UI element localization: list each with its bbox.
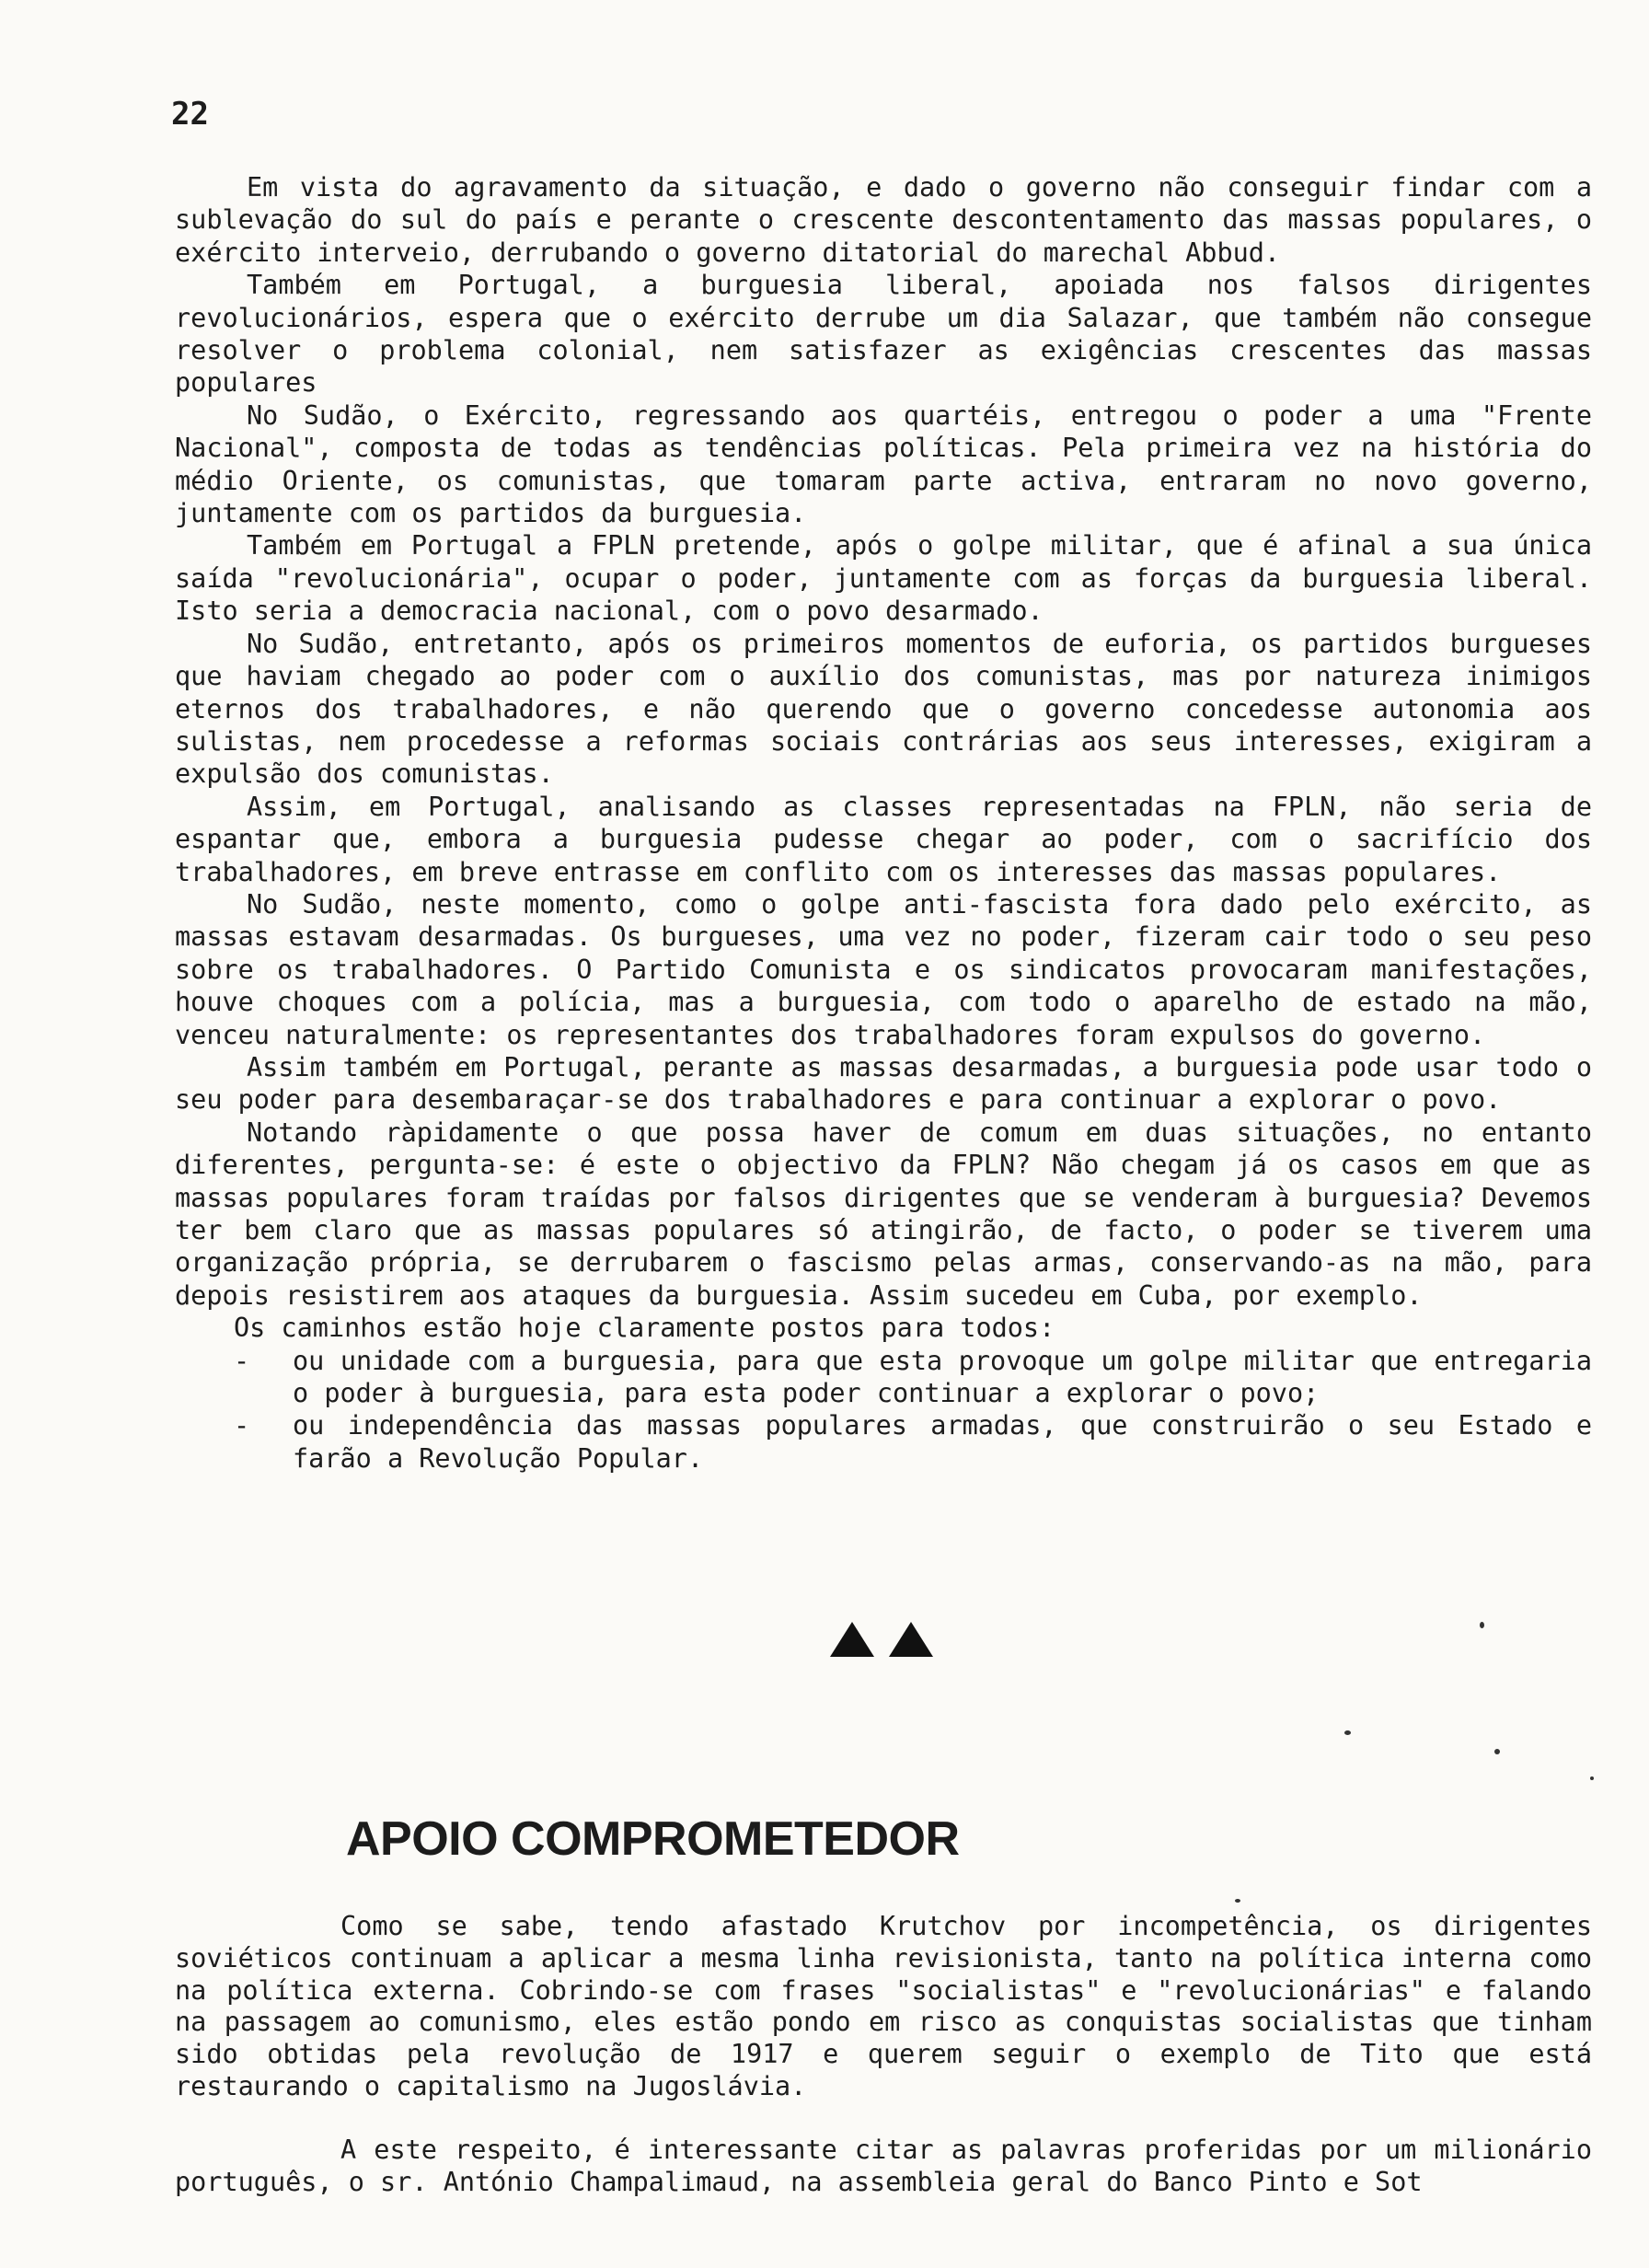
two-triangles-icon — [828, 1618, 939, 1659]
article-body-2 — [175, 1911, 1592, 2229]
list-item — [234, 1345, 1592, 1410]
paragraph: A este respeito, é interessante citar as palavras proferidas por um milionário português, o sr. António Champalimaud, na assembleia geral do Banco Pinto e Sot — [175, 2134, 1592, 2197]
paragraph: No Sudão, neste momento, como o golpe anti-fascista fora dado pelo exército, as massas estavam desarmadas. Os burgueses, uma vez no poder, fizeram cair todo o seu peso sobre os trabalhadores. O Partido Comunista e os sindicatos provocaram manifestações, houve choques com a polícia, mas a burguesia, com todo o aparelho de estado na mão, venceu naturalmente: os representantes dos trabalhadores foram expulsos do governo. — [175, 888, 1592, 1050]
dash-bullet: - — [234, 1410, 250, 1441]
paragraph: Assim também em Portugal, perante as massas desarmadas, a burguesia pode usar todo o seu poder para desembaraçar-se dos trabalhadores e para continuar a explorar o povo. — [175, 1051, 1592, 1116]
paragraph: Também em Portugal a FPLN pretende, após o golpe militar, que é afinal a sua única saída "revolucionária", ocupar o poder, juntamente com as forças da burguesia liberal. Isto seria a democracia nacional, com o povo desarmado. — [175, 530, 1592, 627]
article-body — [175, 171, 1592, 1475]
list-item — [234, 1409, 1592, 1475]
paragraph: Notando ràpidamente o que possa haver de comum em duas situações, no entanto diferentes, pergunta-se: é este o objectivo da FPLN? Não chegam já os casos em que as massas populares foram traídas por falsos dirigentes que se venderam à burguesia? Devemos ter bem claro que as massas populares só atingirão, de facto, o poder se tiverem uma organização própria, se derrubarem o fascismo pelas armas, conservando-as na mão, para depois resistirem aos ataques da burguesia. Assim sucedeu em Cuba, por exemplo. — [175, 1117, 1592, 1311]
page-number: 22 — [171, 96, 209, 133]
ink-speck — [1344, 1730, 1351, 1735]
options-list — [175, 1345, 1592, 1475]
ink-speck — [1235, 1899, 1240, 1903]
paragraph: Em vista do agravamento da situação, e dado o governo não conseguir findar com a sublevação do sul do país e perante o crescente descontentamento das massas populares, o exército interveio, derrubando o governo ditatorial do marechal Abbud. — [175, 172, 1592, 268]
list-intro: Os caminhos estão hoje claramente postos para todos: — [234, 1313, 1055, 1344]
paragraph: Como se sabe, tendo afastado Krutchov por incompetência, os dirigentes soviéticos continuam a aplicar a mesma linha revisionista, tanto na política interna como na política externa. Cobrindo-se com frases "socialistas" e "revolucionárias" e falando na passagem ao comunismo, eles estão pondo em risco as conquistas socialistas que tinham sido obtidas pela revolução de 1917 e querem seguir o exemplo de Tito que está restaurando o capitalismo na Jugoslávia. — [175, 1911, 1592, 2101]
list-item-text: ou unidade com a burguesia, para que esta provoque um golpe militar que entregaria o poder à burguesia, para esta poder continuar a explorar o povo; — [293, 1345, 1592, 1409]
ink-speck — [1590, 1776, 1594, 1780]
list-item-text: ou independência das massas populares armadas, que construirão o seu Estado e farão a Revolução Popular. — [293, 1410, 1592, 1474]
paragraph: Assim, em Portugal, analisando as classes representadas na FPLN, não seria de espantar que, embora a burguesia pudesse chegar ao poder, com o sacrifício dos trabalhadores, em breve entrasse em conflito com os interesses das massas populares. — [175, 791, 1592, 887]
ink-speck — [1480, 1622, 1484, 1628]
ink-speck — [1494, 1749, 1500, 1754]
paragraph: Também em Portugal, a burguesia liberal, apoiada nos falsos dirigentes revolucionários, espera que o exército derrube um dia Salazar, que também não consegue resolver o problema colonial, nem satisfazer as exigências crescentes das massas populares — [175, 270, 1592, 399]
dash-bullet: - — [234, 1345, 250, 1376]
paragraph: No Sudão, o Exército, regressando aos quartéis, entregou o poder a uma "Frente Nacional", composta de todas as tendências políticas. Pela primeira vez na história do médio Oriente, os comunistas, que tomaram parte activa, entraram no novo governo, juntamente com os partidos da burguesia. — [175, 399, 1592, 529]
section-title: APOIO COMPROMETEDOR — [346, 1812, 960, 1866]
paragraph: No Sudão, entretanto, após os primeiros momentos de euforia, os partidos burgueses que haviam chegado ao poder com o auxílio dos comunistas, mas por natureza inimigos eternos dos trabalhadores, e não querendo que o governo concedesse autonomia aos sulistas, nem procedesse a reformas sociais contrárias aos seus interesses, exigiram a expulsão dos comunistas. — [175, 628, 1592, 790]
